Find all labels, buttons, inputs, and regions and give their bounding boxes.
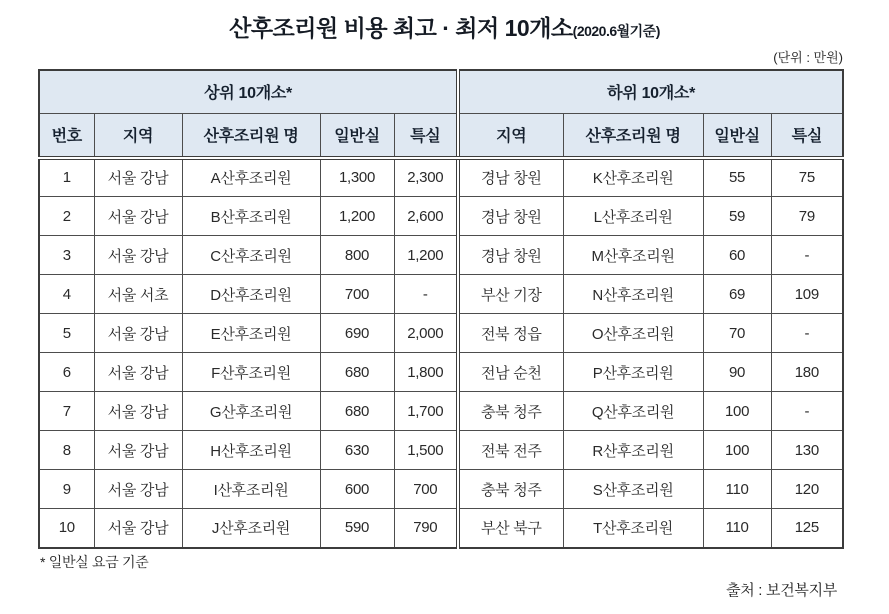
cell-top-region: 서울 강남 [94, 470, 182, 509]
cell-no: 4 [39, 275, 94, 314]
cell-top-special: 2,000 [394, 314, 458, 353]
cell-top-region: 서울 서초 [94, 275, 182, 314]
cell-no: 9 [39, 470, 94, 509]
cell-bottom-general: 100 [703, 392, 771, 431]
cell-top-general: 1,200 [320, 197, 394, 236]
cell-top-name: G산후조리원 [182, 392, 320, 431]
cell-top-special: - [394, 275, 458, 314]
cell-bottom-region: 충북 청주 [458, 470, 563, 509]
col-header-top-region: 지역 [94, 114, 182, 158]
cell-top-special: 2,300 [394, 158, 458, 197]
cell-no: 10 [39, 509, 94, 548]
cell-no: 5 [39, 314, 94, 353]
cell-bottom-region: 경남 창원 [458, 197, 563, 236]
table-row [39, 509, 843, 548]
cell-bottom-region: 경남 창원 [458, 158, 563, 197]
group-header-bottom10: 하위 10개소* [458, 70, 843, 114]
cell-top-general: 1,300 [320, 158, 394, 197]
cell-no: 7 [39, 392, 94, 431]
cell-top-region: 서울 강남 [94, 392, 182, 431]
cell-top-general: 800 [320, 236, 394, 275]
cell-no: 6 [39, 353, 94, 392]
cell-top-region: 서울 강남 [94, 353, 182, 392]
footnote: * 일반실 요금 기준 [40, 553, 149, 570]
cell-bottom-region: 충북 청주 [458, 392, 563, 431]
cell-top-name: F산후조리원 [182, 353, 320, 392]
cell-bottom-special: - [771, 314, 843, 353]
cell-bottom-region: 부산 북구 [458, 509, 563, 548]
cell-bottom-name: R산후조리원 [563, 431, 703, 470]
cell-top-general: 630 [320, 431, 394, 470]
cell-bottom-special: 79 [771, 197, 843, 236]
cell-bottom-special: 130 [771, 431, 843, 470]
cell-bottom-general: 60 [703, 236, 771, 275]
cell-bottom-region: 전남 순천 [458, 353, 563, 392]
cell-bottom-special: - [771, 236, 843, 275]
cell-top-special: 700 [394, 470, 458, 509]
cell-bottom-special: - [771, 392, 843, 431]
cell-bottom-general: 59 [703, 197, 771, 236]
cell-bottom-special: 120 [771, 470, 843, 509]
page-title-main: 산후조리원 비용 최고 · 최저 10개소 [229, 15, 573, 41]
cell-bottom-name: Q산후조리원 [563, 392, 703, 431]
col-header-bottom-name: 산후조리원 명 [563, 114, 703, 158]
col-header-bottom-region: 지역 [458, 114, 563, 158]
cell-bottom-name: N산후조리원 [563, 275, 703, 314]
col-header-bottom-general: 일반실 [703, 114, 771, 158]
page-title-suffix: (2020.6월기준) [572, 23, 660, 39]
cell-bottom-special: 180 [771, 353, 843, 392]
cost-table [38, 69, 844, 549]
cell-bottom-special: 125 [771, 509, 843, 548]
table-row [39, 431, 843, 470]
cell-top-special: 790 [394, 509, 458, 548]
cell-top-name: E산후조리원 [182, 314, 320, 353]
cell-bottom-name: T산후조리원 [563, 509, 703, 548]
col-header-no: 번호 [39, 114, 94, 158]
cell-top-special: 1,800 [394, 353, 458, 392]
cell-bottom-region: 부산 기장 [458, 275, 563, 314]
table-row [39, 314, 843, 353]
cell-bottom-name: S산후조리원 [563, 470, 703, 509]
cell-bottom-region: 전북 전주 [458, 431, 563, 470]
cell-top-name: C산후조리원 [182, 236, 320, 275]
cell-top-region: 서울 강남 [94, 158, 182, 197]
group-header-row [39, 70, 843, 114]
cell-top-name: I산후조리원 [182, 470, 320, 509]
cell-top-name: A산후조리원 [182, 158, 320, 197]
col-header-top-general: 일반실 [320, 114, 394, 158]
cell-bottom-general: 55 [703, 158, 771, 197]
group-header-top10: 상위 10개소* [39, 70, 458, 114]
cell-no: 2 [39, 197, 94, 236]
cell-no: 8 [39, 431, 94, 470]
table-row [39, 158, 843, 197]
table-row [39, 197, 843, 236]
cell-top-name: B산후조리원 [182, 197, 320, 236]
cell-bottom-region: 전북 정읍 [458, 314, 563, 353]
cell-bottom-special: 109 [771, 275, 843, 314]
table-row [39, 353, 843, 392]
cell-bottom-name: O산후조리원 [563, 314, 703, 353]
cell-top-name: J산후조리원 [182, 509, 320, 548]
cell-top-region: 서울 강남 [94, 236, 182, 275]
cell-bottom-name: K산후조리원 [563, 158, 703, 197]
cell-top-general: 680 [320, 392, 394, 431]
table-row [39, 470, 843, 509]
cell-bottom-general: 69 [703, 275, 771, 314]
source-credit: 출처 : 보건복지부 [726, 582, 837, 599]
cell-bottom-general: 110 [703, 509, 771, 548]
cell-bottom-special: 75 [771, 158, 843, 197]
cell-top-special: 1,500 [394, 431, 458, 470]
cell-top-general: 690 [320, 314, 394, 353]
cell-top-special: 1,200 [394, 236, 458, 275]
cell-no: 3 [39, 236, 94, 275]
unit-note: (단위 : 만원) [773, 49, 843, 65]
cell-bottom-general: 110 [703, 470, 771, 509]
cell-top-name: D산후조리원 [182, 275, 320, 314]
cell-bottom-name: P산후조리원 [563, 353, 703, 392]
col-header-top-name: 산후조리원 명 [182, 114, 320, 158]
cell-top-name: H산후조리원 [182, 431, 320, 470]
table-row [39, 236, 843, 275]
cell-top-general: 680 [320, 353, 394, 392]
cell-top-general: 700 [320, 275, 394, 314]
cell-bottom-name: M산후조리원 [563, 236, 703, 275]
column-header-row [39, 114, 843, 158]
page-title [0, 0, 889, 43]
cell-top-special: 1,700 [394, 392, 458, 431]
cell-no: 1 [39, 158, 94, 197]
cell-top-region: 서울 강남 [94, 431, 182, 470]
table-row [39, 275, 843, 314]
cell-top-region: 서울 강남 [94, 197, 182, 236]
table-row [39, 392, 843, 431]
cell-bottom-general: 90 [703, 353, 771, 392]
cell-top-general: 600 [320, 470, 394, 509]
cell-bottom-region: 경남 창원 [458, 236, 563, 275]
cell-top-special: 2,600 [394, 197, 458, 236]
cell-bottom-general: 70 [703, 314, 771, 353]
col-header-top-special: 특실 [394, 114, 458, 158]
cell-top-region: 서울 강남 [94, 314, 182, 353]
cell-bottom-general: 100 [703, 431, 771, 470]
cell-top-region: 서울 강남 [94, 509, 182, 548]
col-header-bottom-special: 특실 [771, 114, 843, 158]
cell-top-general: 590 [320, 509, 394, 548]
cell-bottom-name: L산후조리원 [563, 197, 703, 236]
